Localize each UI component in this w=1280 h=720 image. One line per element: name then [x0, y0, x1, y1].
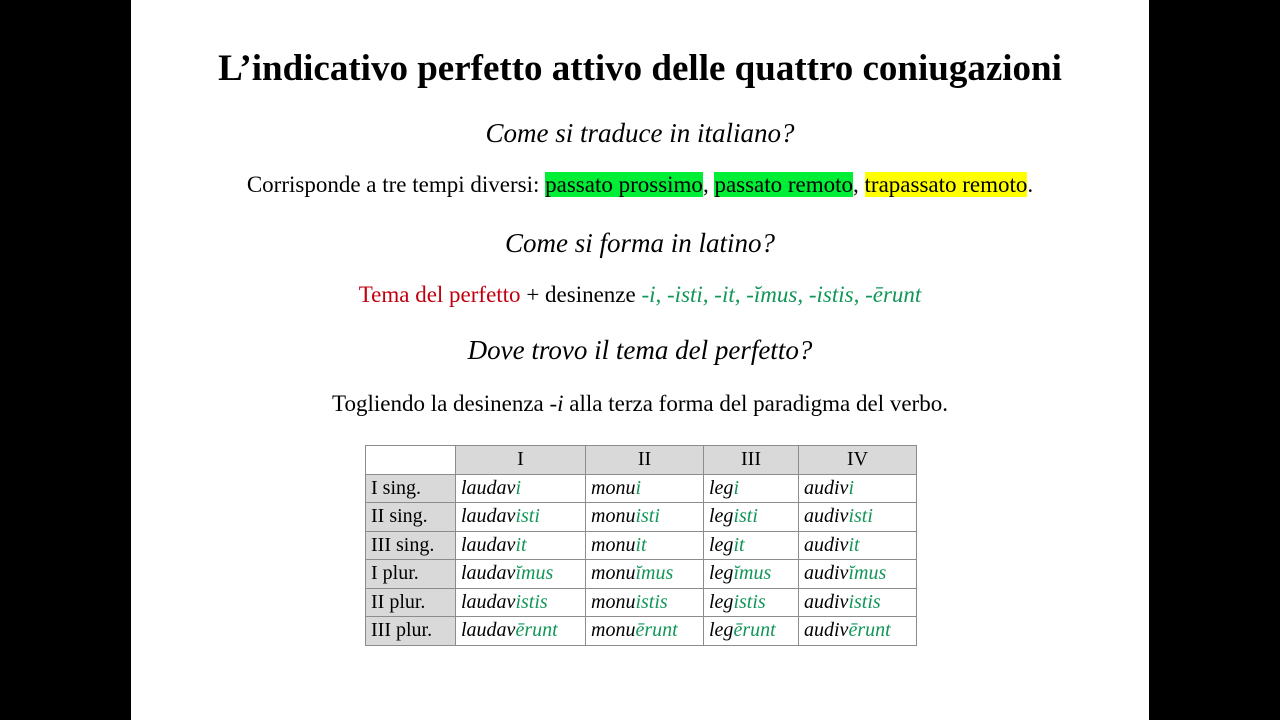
verb-form-cell	[704, 588, 799, 617]
verb-stem: audiv	[804, 590, 849, 613]
verb-form-cell	[456, 617, 586, 646]
verb-form-cell	[799, 588, 917, 617]
header-conjugation-2: II	[586, 446, 704, 475]
verb-stem: monu	[591, 476, 636, 499]
question-stem: Dove trovo il tema del perfetto?	[467, 335, 813, 365]
verb-stem: leg	[709, 619, 734, 642]
header-conjugation-1: I	[456, 446, 586, 475]
slide	[131, 0, 1149, 720]
row-label: II sing.	[366, 503, 456, 532]
verb-form-cell	[586, 560, 704, 589]
verb-ending: i	[848, 476, 854, 499]
verb-stem: monu	[591, 619, 636, 642]
verb-ending: ērunt	[515, 619, 558, 642]
verb-form-cell	[456, 531, 586, 560]
slide-title: L’indicativo perfetto attivo delle quattro coniugazioni	[218, 48, 1062, 89]
verb-form-cell	[456, 474, 586, 503]
row-label: II plur.	[366, 588, 456, 617]
table-row	[366, 531, 917, 560]
verb-stem: leg	[709, 476, 734, 499]
verb-ending: i	[733, 476, 739, 499]
verb-ending: istis	[848, 590, 881, 613]
verb-form-cell	[456, 503, 586, 532]
verb-ending: istis	[635, 590, 668, 613]
verb-ending: it	[515, 533, 527, 556]
tense-trapassato-remoto: trapassato remoto	[864, 172, 1028, 197]
question-formation: Come si forma in latino?	[504, 228, 775, 258]
verb-ending: it	[733, 533, 745, 556]
verb-ending: ĭmus	[635, 562, 674, 585]
verb-form-cell	[799, 560, 917, 589]
verb-form-cell	[799, 503, 917, 532]
table-row	[366, 617, 917, 646]
verb-form-cell	[704, 560, 799, 589]
verb-form-cell	[704, 617, 799, 646]
verb-form-cell	[799, 531, 917, 560]
table-row	[366, 588, 917, 617]
verb-ending: ĭmus	[733, 562, 772, 585]
separator: ,	[853, 172, 865, 197]
verb-form-cell	[704, 531, 799, 560]
row-label: I plur.	[366, 560, 456, 589]
verb-stem: audiv	[804, 505, 849, 528]
verb-stem: leg	[709, 590, 734, 613]
tense-passato-remoto: passato remoto	[714, 172, 854, 197]
tense-passato-prossimo: passato prossimo	[545, 172, 703, 197]
verb-form-cell	[704, 474, 799, 503]
verb-ending: it	[848, 533, 860, 556]
verb-ending: i	[515, 476, 521, 499]
verb-stem: laudav	[461, 476, 516, 499]
tema-del-perfetto: Tema del perfetto	[358, 282, 521, 307]
verb-stem: monu	[591, 505, 636, 528]
verb-stem: laudav	[461, 562, 516, 585]
verb-stem: audiv	[804, 619, 849, 642]
endings-list: -i, -isti, -it, -ĭmus, -istis, -ērunt	[641, 282, 922, 307]
verb-form-cell	[456, 560, 586, 589]
question-translation: Come si traduce in italiano?	[485, 118, 795, 148]
verb-stem: laudav	[461, 590, 516, 613]
row-label: III plur.	[366, 617, 456, 646]
stem-ending: i	[557, 391, 564, 416]
plus-desinenze: + desinenze	[520, 282, 642, 307]
verb-form-cell	[586, 474, 704, 503]
header-conjugation-4: IV	[799, 446, 917, 475]
row-label: I sing.	[366, 474, 456, 503]
verb-form-cell	[586, 617, 704, 646]
verb-form-cell	[704, 503, 799, 532]
verb-ending: istis	[515, 590, 548, 613]
table-corner-cell	[366, 446, 456, 475]
verb-ending: ĭmus	[515, 562, 554, 585]
verb-form-cell	[456, 588, 586, 617]
verb-ending: isti	[515, 505, 540, 528]
verb-form-cell	[586, 588, 704, 617]
translation-paragraph	[131, 172, 1149, 198]
verb-stem: laudav	[461, 505, 516, 528]
verb-stem: leg	[709, 505, 734, 528]
verb-ending: ērunt	[733, 619, 776, 642]
verb-form-cell	[586, 503, 704, 532]
verb-ending: ērunt	[848, 619, 891, 642]
verb-stem: audiv	[804, 562, 849, 585]
verb-stem: monu	[591, 562, 636, 585]
verb-ending: isti	[733, 505, 758, 528]
verb-form-cell	[799, 474, 917, 503]
verb-stem: leg	[709, 562, 734, 585]
formation-paragraph	[131, 282, 1149, 308]
table-body	[366, 474, 917, 645]
period: .	[1027, 172, 1034, 197]
stem-text-after: alla terza forma del paradigma del verbo.	[563, 391, 948, 416]
table-header-row	[366, 446, 917, 475]
verb-form-cell	[586, 531, 704, 560]
verb-stem: monu	[591, 590, 636, 613]
verb-ending: i	[635, 476, 642, 499]
verb-stem: audiv	[804, 476, 849, 499]
verb-ending: it	[635, 533, 647, 556]
verb-stem: laudav	[461, 533, 516, 556]
verb-stem: laudav	[461, 619, 516, 642]
separator: ,	[702, 172, 715, 197]
verb-stem: leg	[709, 533, 734, 556]
table-row	[366, 503, 917, 532]
stem-paragraph	[131, 391, 1149, 417]
verb-stem: audiv	[804, 533, 849, 556]
translation-intro: Corrisponde a tre tempi diversi:	[246, 172, 546, 197]
row-label: III sing.	[366, 531, 456, 560]
conjugation-table	[365, 445, 917, 646]
table-row	[366, 474, 917, 503]
table-row	[366, 560, 917, 589]
verb-ending: istis	[733, 590, 766, 613]
verb-form-cell	[799, 617, 917, 646]
stem-text-before: Togliendo la desinenza -	[332, 391, 558, 416]
verb-ending: ĭmus	[848, 562, 887, 585]
verb-ending: isti	[848, 505, 873, 528]
verb-stem: monu	[591, 533, 636, 556]
verb-ending: ērunt	[635, 619, 678, 642]
header-conjugation-3: III	[704, 446, 799, 475]
verb-ending: isti	[635, 505, 660, 528]
